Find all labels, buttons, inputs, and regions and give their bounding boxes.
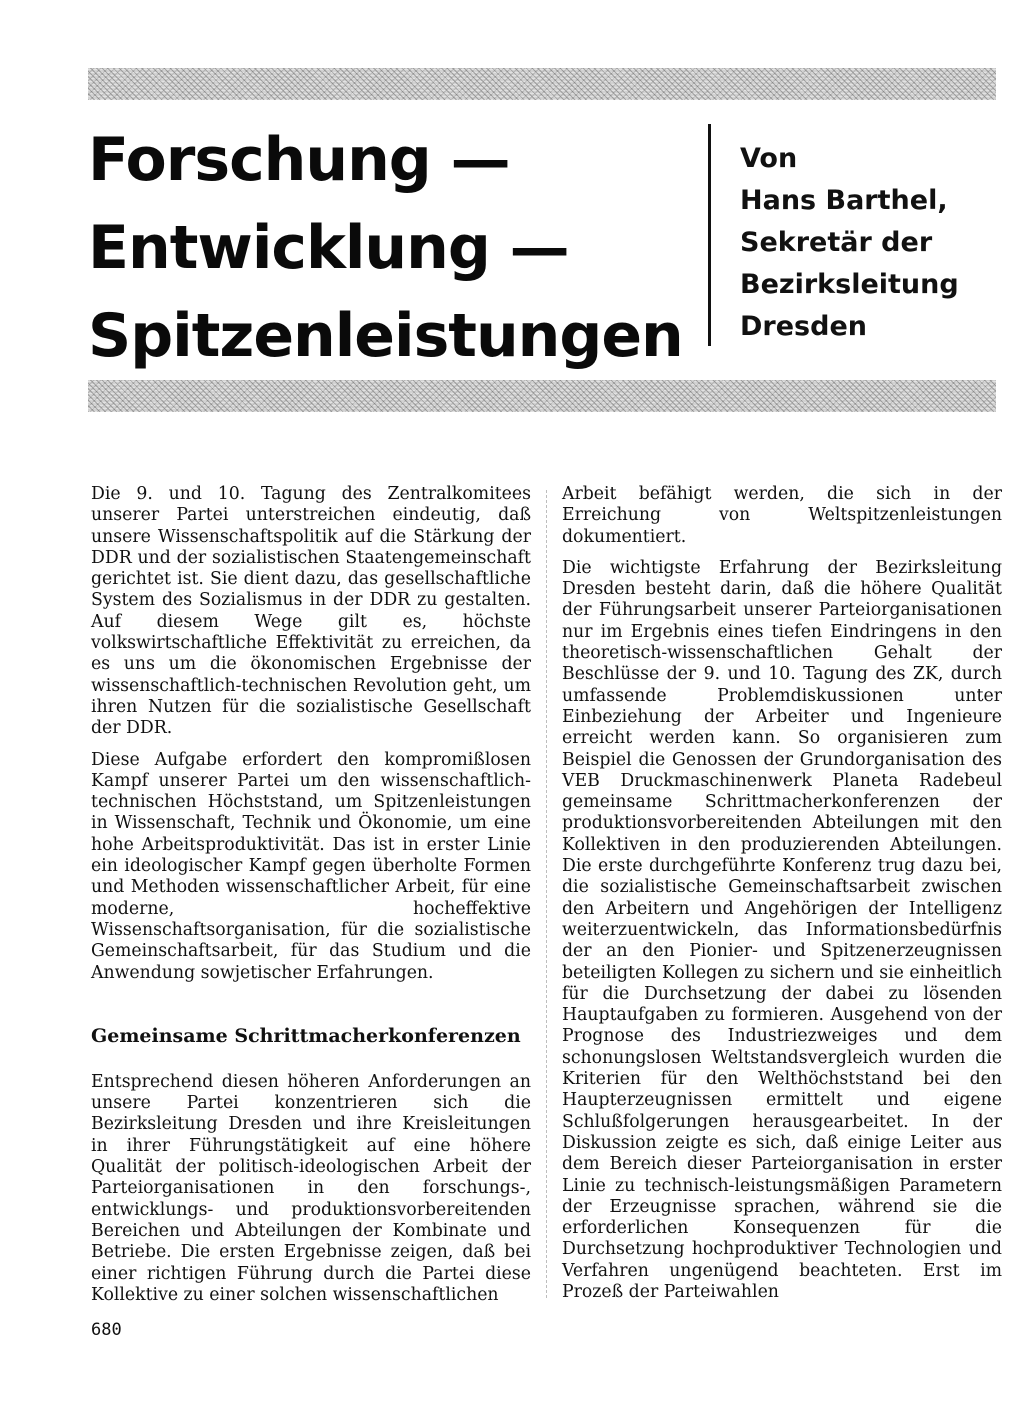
column-divider xyxy=(546,490,547,1298)
decorative-band-top xyxy=(88,68,996,100)
left-paragraph-3: Entsprechend diesen höheren Anforderungen an unsere Partei konzentrieren sich die Bezirksleitung Dresden und ihre Kreisleitungen in ihrer Führungstätigkeit auf eine höhere Qualität der politisch-ideologischen Arbeit der Parteiorganisationen in den forschungs-, entwicklungs- und produktionsvorbereitenden Bereichen und Abteilungen der Kombinate und Betriebe. Die ersten Ergebnisse zeigen, daß bei einer richtigen Führung durch die Partei diese Kollektive zu einer solchen wissenschaftlichen xyxy=(91,1071,531,1305)
section-subheading: Gemeinsame Schrittmacherkonferenzen xyxy=(91,1024,521,1047)
byline-line-4: Bezirksleitung xyxy=(740,269,959,300)
byline-line-1: Von xyxy=(740,143,798,174)
byline-line-5: Dresden xyxy=(740,311,867,342)
page-number: 680 xyxy=(91,1320,122,1340)
left-paragraph-2: Diese Aufgabe erfordert den kompromißlosen Kampf unserer Partei um den wissenschaftlich-technischen Höchststand, um Spitzenleistungen in Wissenschaft, Technik und Ökonomie, um eine hohe Arbeitsproduktivität. Das ist in erster Linie ein ideologischer Kampf gegen überholte Formen und Methoden wissenschaftlicher Arbeit, für eine moderne, hocheffektive Wissenschaftsorganisation, für die sozialistische Gemeinschaftsarbeit, für das Studium und die Anwendung sowjetischer Erfahrungen. xyxy=(91,749,531,983)
byline-line-2: Hans Barthel, xyxy=(740,185,948,216)
right-column xyxy=(562,484,1002,1303)
title-line-3: Spitzenleistungen xyxy=(88,301,683,371)
article-title xyxy=(88,116,698,380)
right-paragraph-2: Die wichtigste Erfahrung der Bezirksleitung Dresden besteht darin, daß die höhere Qualität der Führungsarbeit unserer Parteiorganisationen nur im Ergebnis eines tiefen Eindringens in den theoretisch-wissenschaftlichen Gehalt der Beschlüsse der 9. und 10. Tagung des ZK, durch umfassende Problemdiskussionen unter Einbeziehung der Arbeiter und Ingenieure erreicht werden kann. So organisieren zum Beispiel die Genossen der Grundorganisation des VEB Druckmaschinenwerk Planeta Radebeul gemeinsame Schrittmacherkonferenzen der produktionsvorbereitenden Abteilungen mit den Kollektiven in den produzierenden Abteilungen. Die erste durchgeführte Konferenz trug dazu bei, die sozialistische Gemeinschaftsarbeit zwischen den Arbeitern und Angehörigen der Intelligenz weiterzuentwickeln, das Informationsbedürfnis der an den Pionier- und Spitzenerzeugnissen beteiligten Kollegen zu sichern und sie einheitlich für die Durchsetzung der dabei zu lösenden Hauptaufgaben zu formieren. Ausgehend von der Prognose des Industriezweiges und dem schonungslosen Weltstandsvergleich wurden die Kriterien für den Welthöchststand bei den Haupterzeugnissen ermittelt und eigene Schlußfolgerungen herausgearbeitet. In der Diskussion zeigte es sich, daß einige Leiter aus dem Bereich dieser Parteiorganisation in erster Linie zu technisch-leistungsmäßigen Parametern der Erzeugnisse sprachen, während sie die erforderlichen Konsequenzen für die Durchsetzung hochproduktiver Technologien und Verfahren ungenügend beachteten. Erst im Prozeß der Parteiwahlen xyxy=(562,557,1002,1302)
right-paragraph-1: Arbeit befähigt werden, die sich in der Erreichung von Weltspitzenleistungen dokumentiert. xyxy=(562,484,1002,547)
left-column xyxy=(91,484,531,1306)
title-line-2: Entwicklung — xyxy=(88,213,569,283)
decorative-band-bottom xyxy=(88,380,996,412)
byline-line-3: Sekretär der xyxy=(740,227,933,258)
vertical-divider xyxy=(708,124,711,346)
left-paragraph-1: Die 9. und 10. Tagung des Zentralkomitees unserer Partei unterstreichen eindeutig, daß unsere Wissenschaftspolitik auf die Stärkung der DDR und der sozialistischen Staatengemeinschaft gerichtet ist. Sie dient dazu, das gesellschaftliche System des Sozialismus in der DDR zu gestalten. Auf diesem Wege gilt es, höchste volkswirtschaftliche Effektivität zu erreichen, da es uns um die ökonomischen Ergebnisse der wissenschaftlich-technischen Revolution geht, um ihren Nutzen für die sozialistische Gesellschaft der DDR. xyxy=(91,484,531,739)
author-byline xyxy=(740,138,1010,348)
title-line-1: Forschung — xyxy=(88,125,510,195)
